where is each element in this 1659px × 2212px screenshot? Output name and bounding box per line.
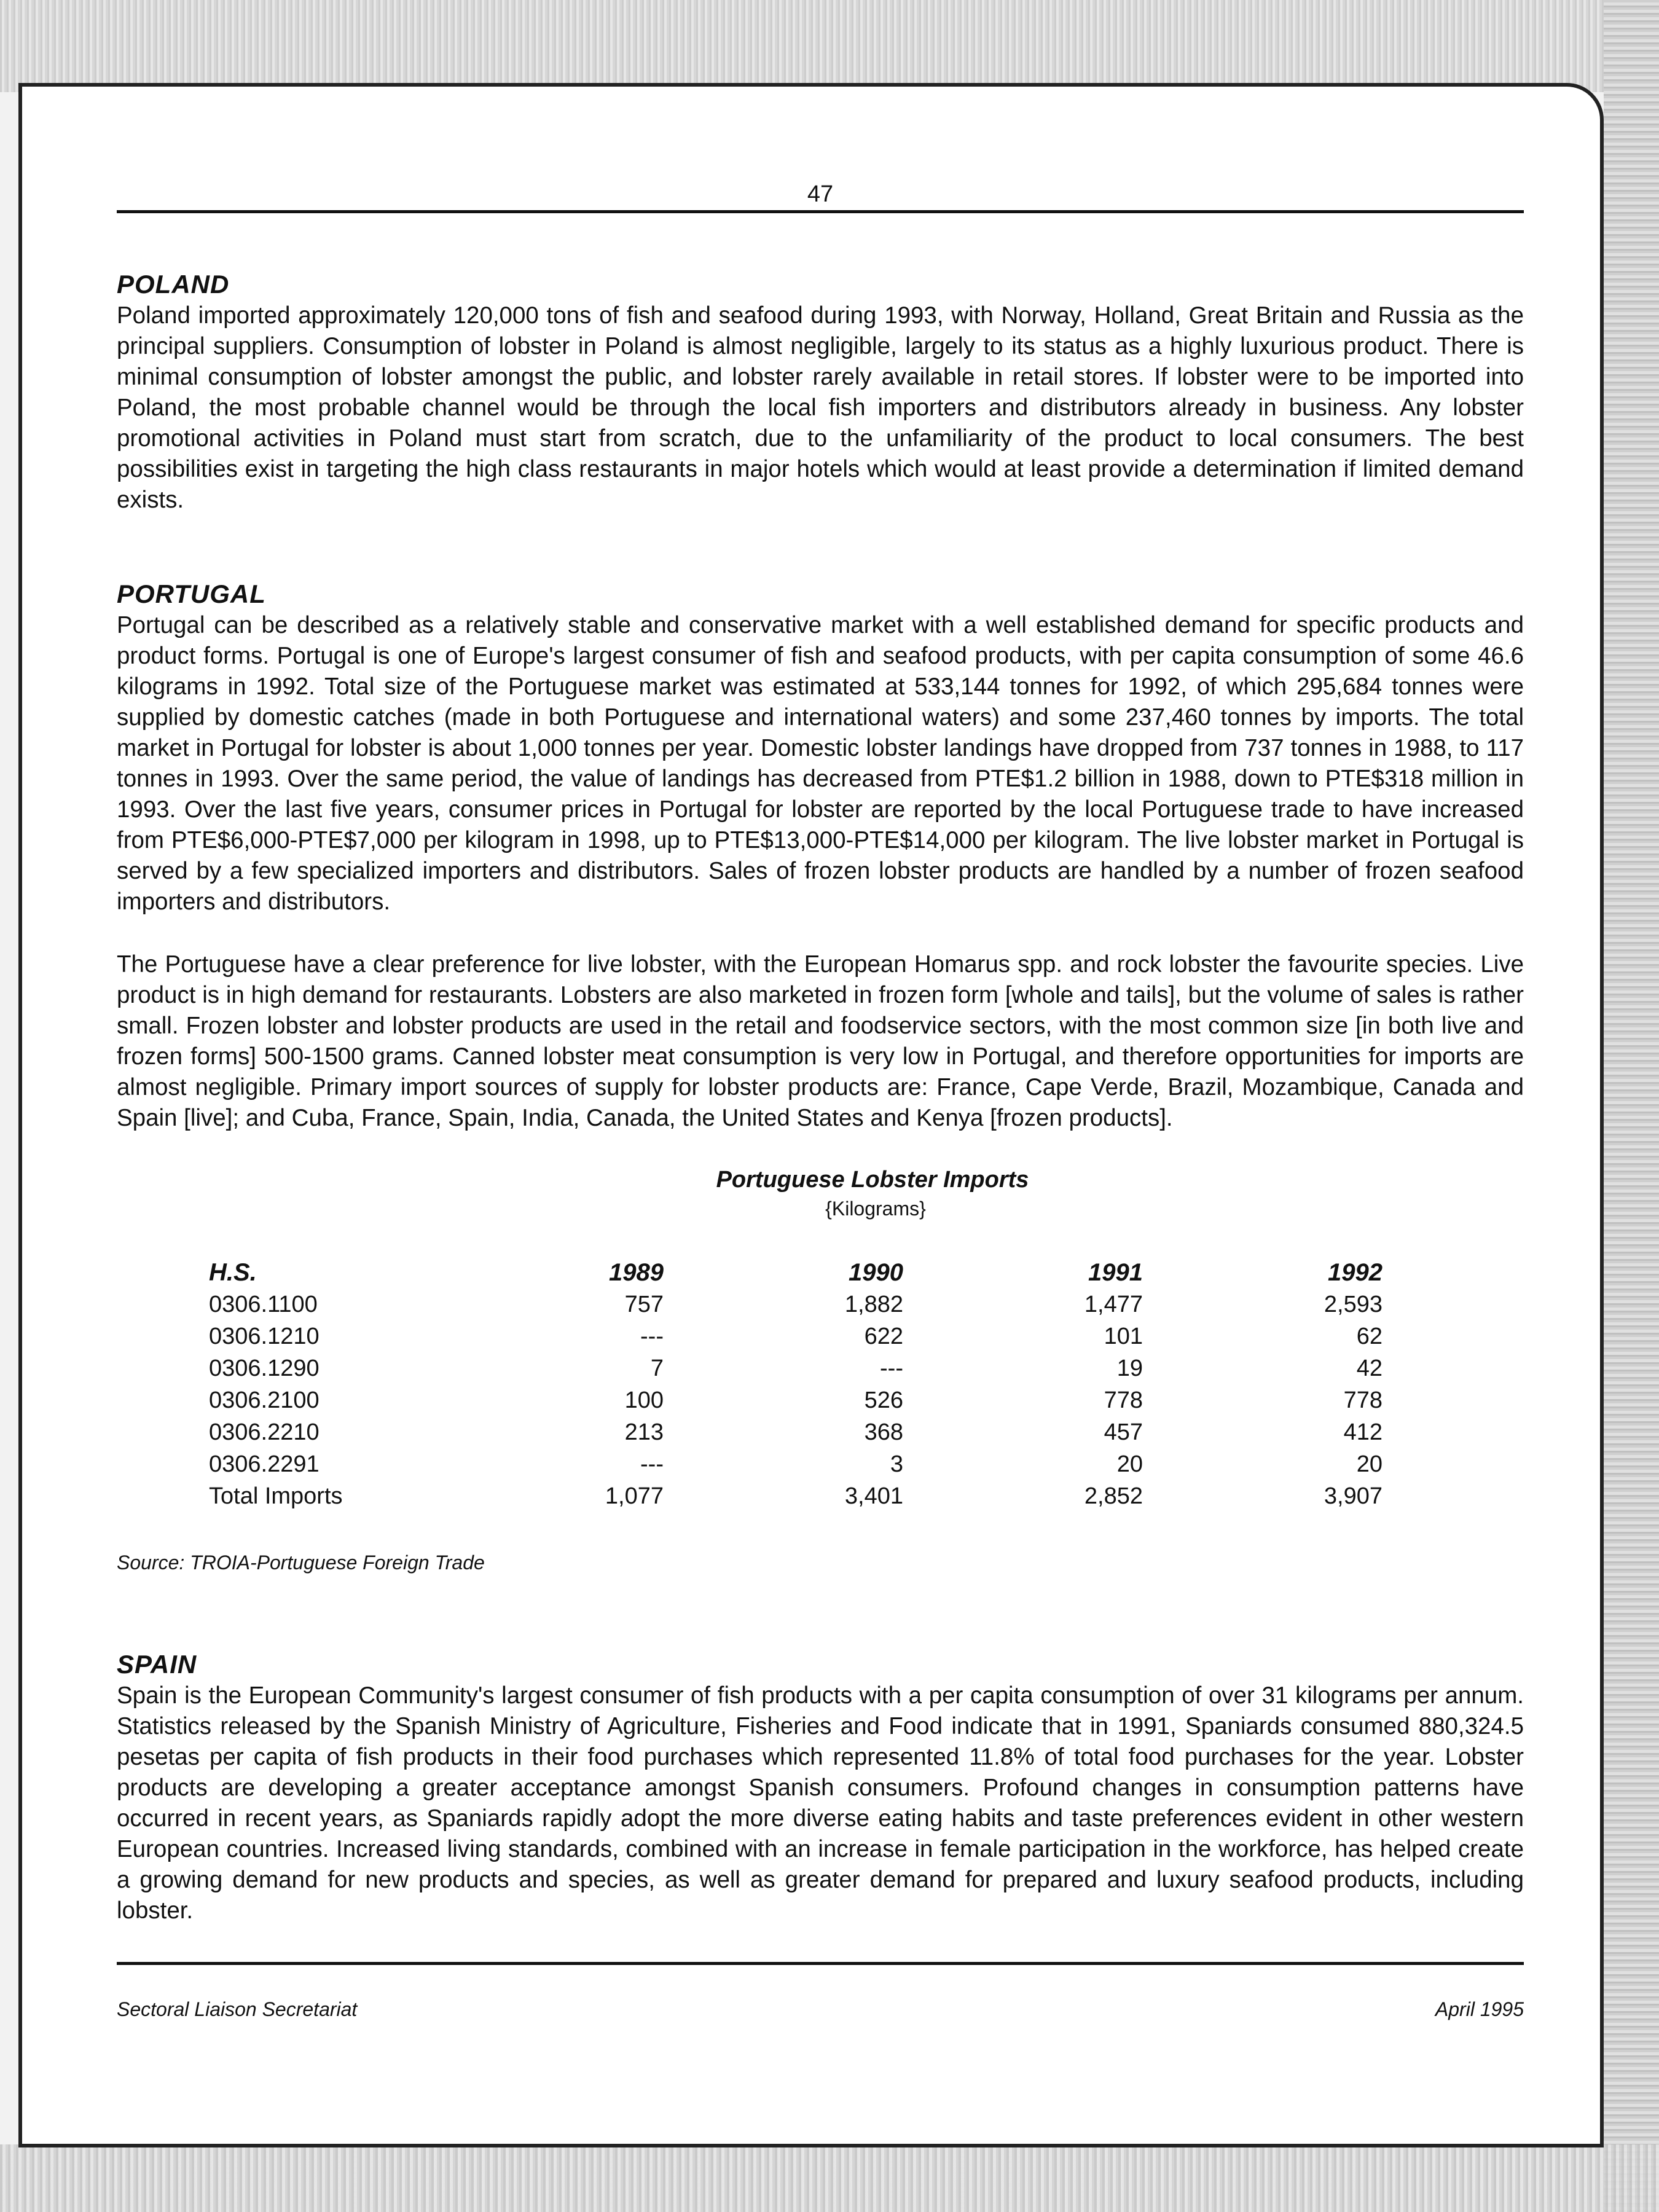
table-cell: 778 (1104, 1387, 1143, 1413)
table-cell: 368 (864, 1419, 903, 1445)
table-cell: 2,593 (1324, 1292, 1382, 1317)
table-cell: 100 (624, 1387, 664, 1413)
table-row (209, 1320, 1382, 1352)
table-cell: 1,882 (844, 1292, 903, 1317)
section-heading-portugal: PORTUGAL (117, 579, 266, 608)
table-cell: --- (880, 1355, 903, 1381)
table-cell: 101 (1104, 1324, 1143, 1349)
table-cell: 62 (1356, 1324, 1382, 1349)
table-cell: 778 (1343, 1387, 1382, 1413)
paragraph-poland-1: Poland imported approximately 120,000 tons of fish and seafood during 1993, with Norway, Holland, Great Britain and Russia as the principal suppliers. Consumption of lobster in Poland is almost negligible, largely to its status as a highly luxurious product. There is minimal consumption of lobster amongst the public, and lobster rarely available in retail stores. If lobster were to be imported into Poland, the most probable channel would be through the local fish importers and distributors already in business. Any lobster promotional activities in Poland must start from scratch, due to the unfamiliarity of the product to local consumers. The best possibilities exist in targeting the high class restaurants in major hotels which would at least provide a determination if limited demand exists. (117, 302, 1524, 513)
paragraph-portugal-1: Portugal can be described as a relatively stable and conservative market with a well established demand for specific products and product forms. Portugal is one of Europe's largest consumer of fish and seafood products, with per capita consumption of some 46.6 kilograms in 1992. Total size of the Portuguese market was estimated at 533,144 tonnes for 1992, of which 295,684 tonnes were supplied by domestic catches (made in both Portuguese and international waters) and some 237,460 tonnes by imports. The total market in Portugal for lobster is about 1,000 tonnes per year. Domestic lobster landings have dropped from 737 tonnes in 1988, to 117 tonnes in 1993. Over the same period, the value of landings has decreased from PTE$1.2 billion in 1988, down to PTE$318 million in 1993. Over the last five years, consumer prices in Portugal for lobster are reported by the local Portuguese trade to have increased from PTE$6,000-PTE$7,000 per kilogram in 1998, up to PTE$13,000-PTE$14,000 per kilogram. The live lobster market in Portugal is served by a few specialized importers and distributors. Sales of frozen lobster products are handled by a number of frozen seafood importers and distributors. (117, 612, 1524, 915)
table-cell: 0306.2210 (209, 1419, 320, 1445)
table-cell: 2,852 (1084, 1483, 1143, 1509)
table-cell: 757 (624, 1292, 664, 1317)
footer-rule (117, 1962, 1524, 1965)
table-cell: 213 (624, 1419, 664, 1445)
table-cell: --- (640, 1324, 664, 1349)
section-heading-poland: POLAND (117, 270, 230, 299)
table-cell: 3 (890, 1451, 903, 1477)
table-cell: 7 (650, 1355, 664, 1381)
column-header-1991: 1991 (1088, 1259, 1143, 1286)
paragraph-spain-1: Spain is the European Community's largest consumer of fish products with a per capita consumption of over 31 kilograms per annum. Statistics released by the Spanish Ministry of Agriculture, Fisheries and Food indicate that in 1991, Spaniards consumed 880,324.5 pesetas per capita of fish products in their food purchases which represented 11.8% of total food purchases for the year. Lobster products are developing a greater acceptance amongst Spanish consumers. Profound changes in consumption patterns have occurred in recent years, as Spaniards rapidly adopt the more diverse eating habits and taste preferences evident in other western European countries. Increased living standards, combined with an increase in female participation in the workforce, has helped create a growing demand for new products and species, as well as greater demand for prepared and luxury seafood products, including lobster. (117, 1682, 1524, 1924)
table-cell: 0306.2291 (209, 1451, 320, 1477)
table-title: Portuguese Lobster Imports (716, 1167, 1029, 1193)
table-cell: 19 (1116, 1355, 1143, 1381)
section-portugal (117, 578, 1524, 1134)
scan-noise-bottom (0, 2144, 1659, 2212)
column-header-hs: H.S. (209, 1259, 257, 1286)
table-cell: 412 (1343, 1419, 1382, 1445)
table-cell: 20 (1356, 1451, 1382, 1477)
table-cell: 1,477 (1084, 1292, 1143, 1317)
footer-left: Sectoral Liaison Secretariat (117, 1998, 358, 2020)
table-row (209, 1288, 1382, 1320)
table-cell: 3,401 (844, 1483, 903, 1509)
table-cell: 0306.1210 (209, 1324, 320, 1349)
table-cell: 457 (1104, 1419, 1143, 1445)
header-rule (117, 210, 1524, 213)
table-cell: 3,907 (1324, 1483, 1382, 1509)
section-spain (117, 1649, 1524, 1926)
column-header-1990: 1990 (849, 1259, 903, 1286)
table-cell: --- (640, 1451, 664, 1477)
page-footer (117, 1996, 1524, 2023)
table-cell: 0306.1290 (209, 1355, 320, 1381)
column-header-1989: 1989 (609, 1259, 664, 1286)
table-cell: 0306.1100 (209, 1292, 318, 1317)
table-header-row (209, 1257, 1382, 1288)
table-row (209, 1416, 1382, 1448)
table-cell: 526 (864, 1387, 903, 1413)
table-row (209, 1352, 1382, 1384)
footer-right: April 1995 (1435, 1998, 1524, 2020)
table-cell: 0306.2100 (209, 1387, 320, 1413)
table-cell: Total Imports (209, 1483, 343, 1509)
paragraph-portugal-2: The Portuguese have a clear preference for live lobster, with the European Homarus spp. and rock lobster the favourite species. Live product is in high demand for restaurants. Lobsters are also marketed in frozen form [whole and tails], but the volume of sales is rather small. Frozen lobster and lobster products are used in the retail and foodservice sectors, with the most common size [in both live and frozen forms] 500-1500 grams. Canned lobster meat consumption is very low in Portugal, and therefore opportunities for imports are almost negligible. Primary import sources of supply for lobster products are: France, Cape Verde, Brazil, Mozambique, Canada and Spain [live]; and Cuba, France, Spain, India, Canada, the United States and Kenya [frozen products]. (117, 951, 1524, 1131)
lobster-imports-table (209, 1257, 1382, 1512)
table-cell: 20 (1116, 1451, 1143, 1477)
scan-noise-top (0, 0, 1659, 92)
table-cell: 1,077 (605, 1483, 664, 1509)
page-number: 47 (807, 181, 834, 207)
table-cell: 42 (1356, 1355, 1382, 1381)
scan-noise-right (1604, 0, 1659, 2212)
section-heading-spain: SPAIN (117, 1650, 197, 1679)
page-content (117, 178, 1524, 2023)
table-source: Source: TROIA-Portuguese Foreign Trade (117, 1551, 485, 1574)
table-total-row (209, 1480, 1382, 1512)
table-row (209, 1448, 1382, 1480)
section-poland (117, 269, 1524, 516)
column-header-1992: 1992 (1328, 1259, 1382, 1286)
table-row (209, 1384, 1382, 1416)
table-unit: {Kilograms} (825, 1198, 926, 1220)
table-cell: 622 (864, 1324, 903, 1349)
